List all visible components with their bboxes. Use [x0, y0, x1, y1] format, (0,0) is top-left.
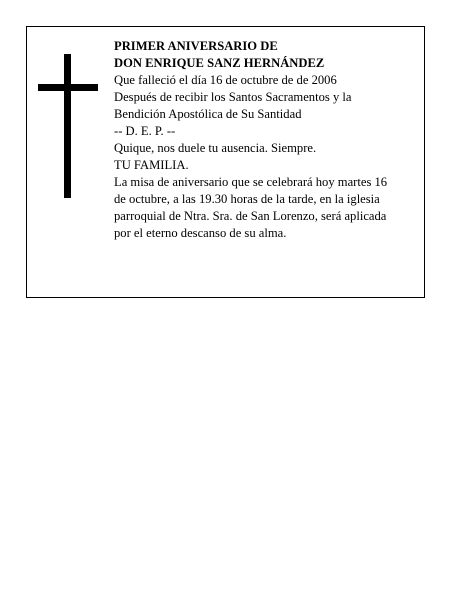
cross-horizontal-bar: [38, 84, 98, 91]
cross-vertical-bar: [64, 54, 71, 198]
sacraments-line-2: Bendición Apostólica de Su Santidad: [114, 107, 302, 121]
mass-line-1: La misa de aniversario que se celebrará hoy martes 16: [114, 175, 388, 189]
notice-title-line-1: PRIMER ANIVERSARIO DE: [114, 39, 278, 53]
notice-title-line-2: DON ENRIQUE SANZ HERNÁNDEZ: [114, 56, 325, 70]
mass-line-4: por el eterno descanso de su alma.: [114, 226, 287, 240]
death-date-line: Que falleció el día 16 de octubre de de 2006: [114, 73, 337, 87]
mass-line-2: de octubre, a las 19.30 horas de la tarde, en la iglesia: [114, 192, 380, 206]
cross-icon: [38, 54, 98, 198]
quote-line: Quique, nos duele tu ausencia. Siempre.: [114, 141, 317, 155]
mass-line-3: parroquial de Ntra. Sra. de San Lorenzo, será aplicada: [114, 209, 387, 223]
notice-text: [114, 38, 419, 242]
rip-line: -- D. E. P. --: [114, 124, 176, 138]
obituary-notice: [26, 26, 425, 298]
family-line: TU FAMILIA.: [114, 158, 189, 172]
sacraments-line-1: Después de recibir los Santos Sacramentos y la: [114, 90, 352, 104]
